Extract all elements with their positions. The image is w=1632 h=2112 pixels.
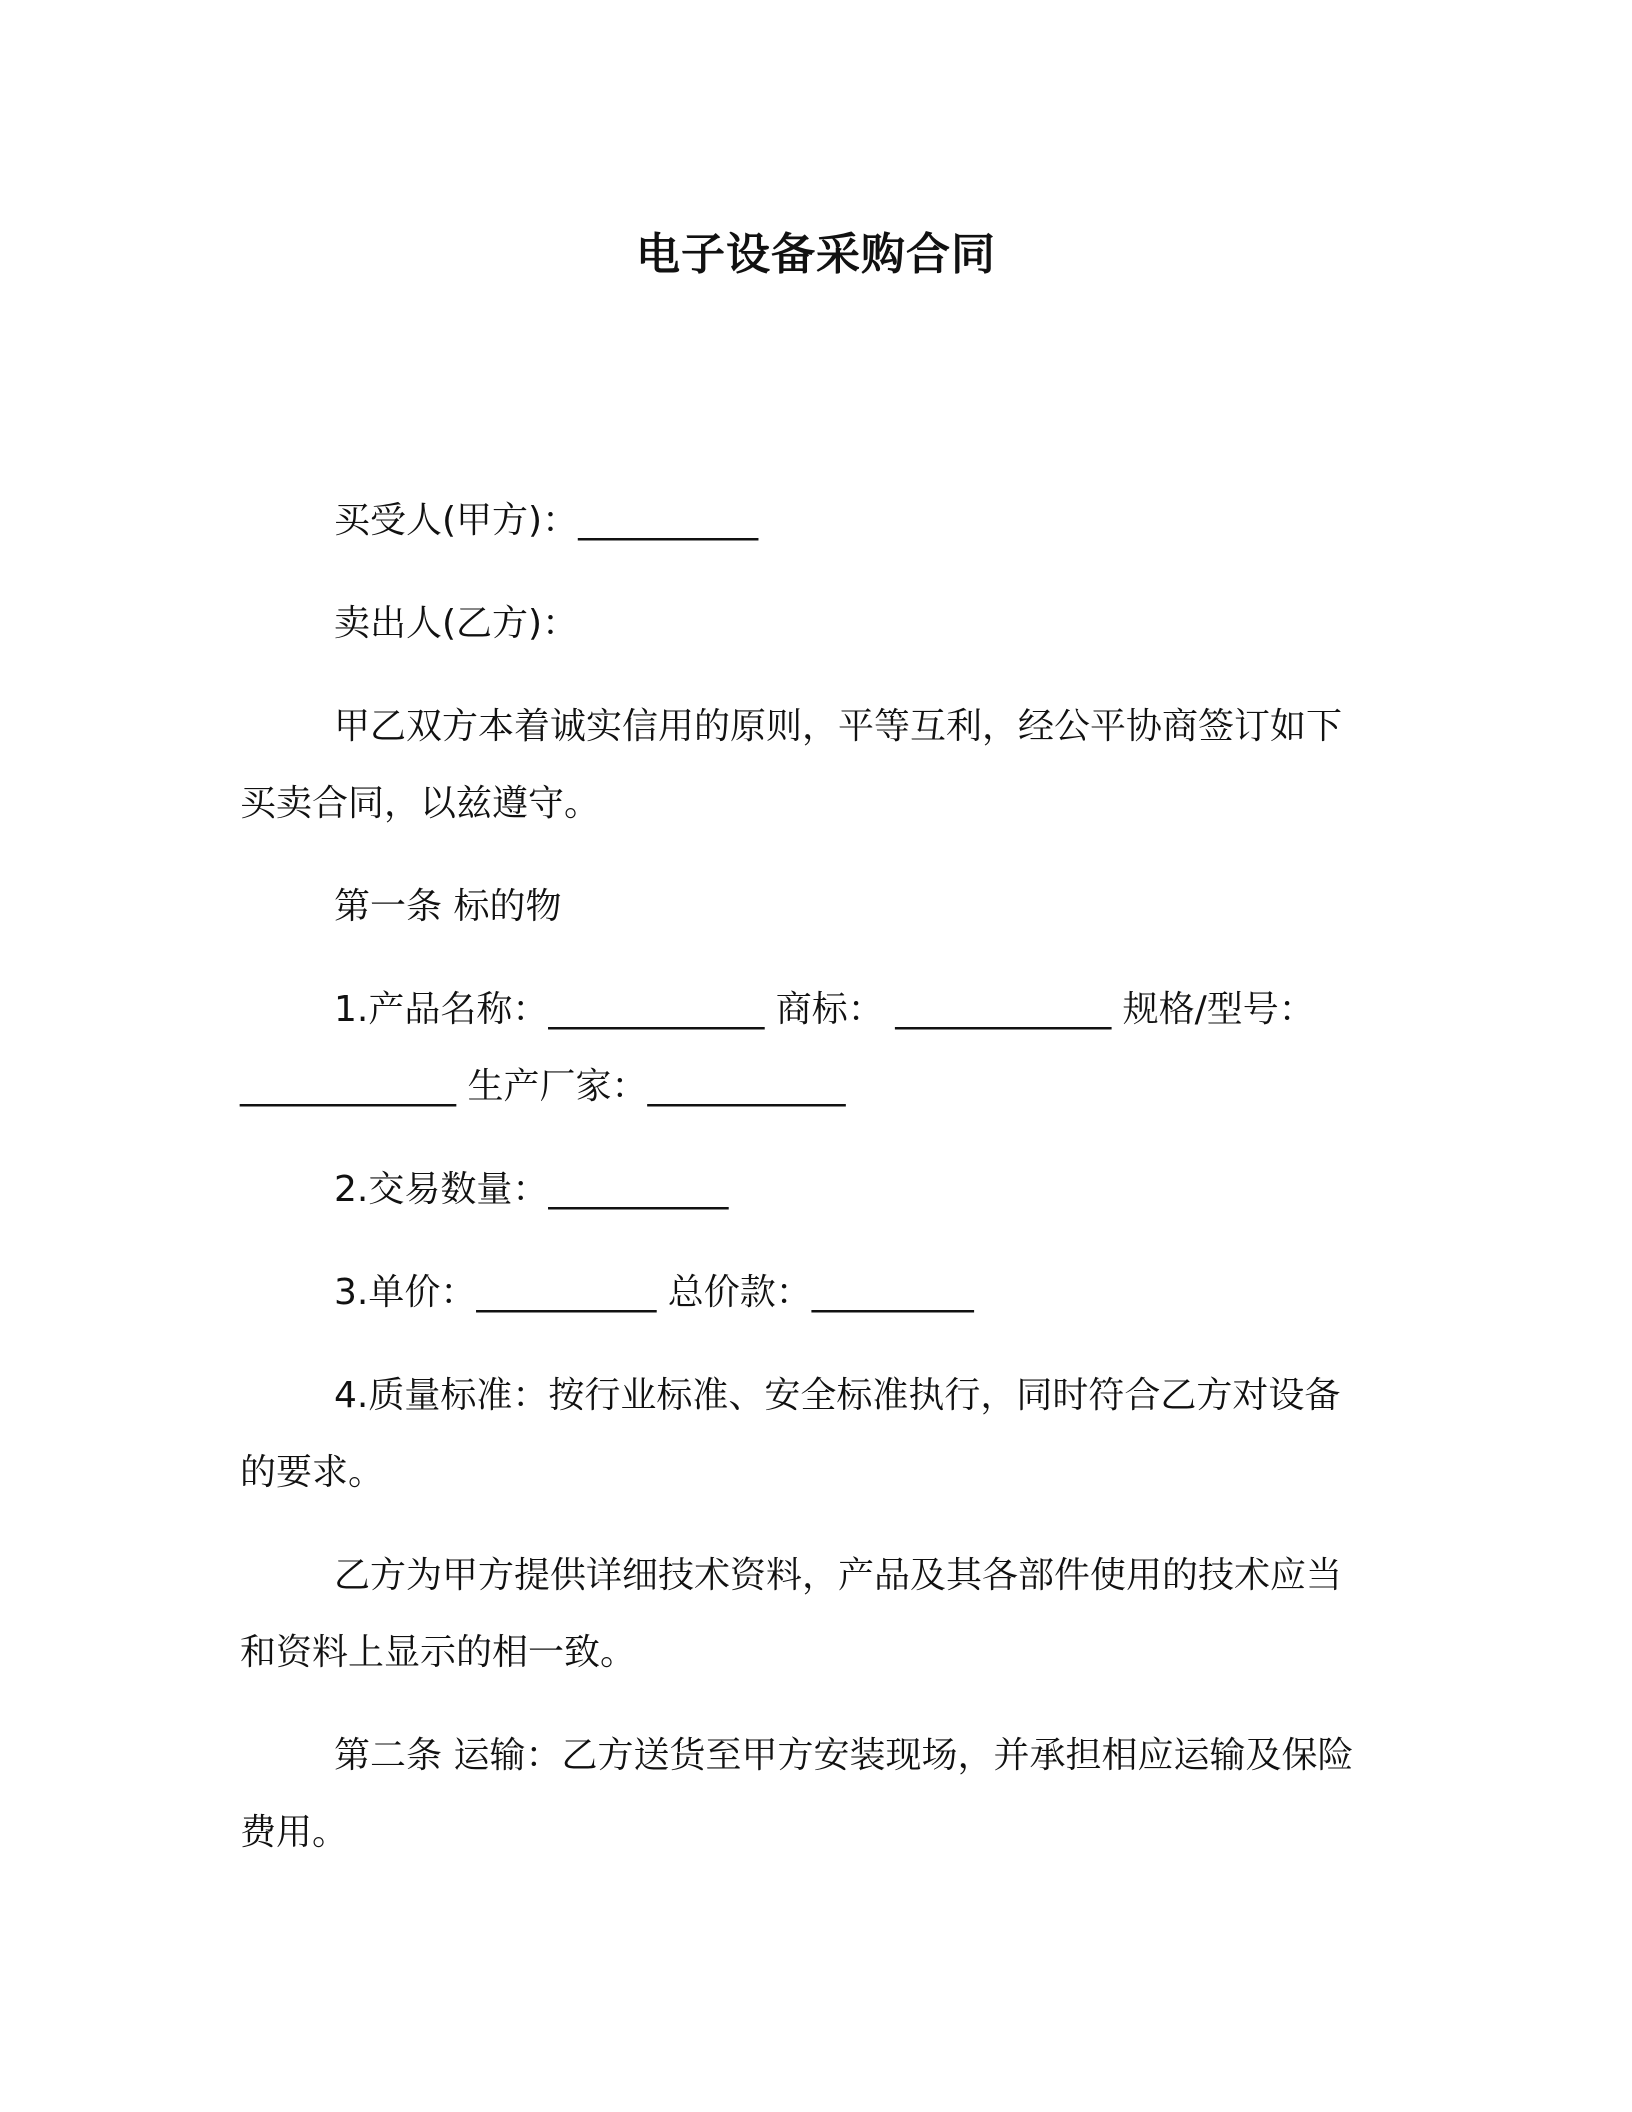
item-4-line-1: 4.质量标准：按行业标准、安全标准执行，同时符合乙方对设备: [334, 1375, 1341, 1416]
article-2-line-1: 第二条 运输：乙方送货至甲方安装现场，并承担相应运输及保险: [334, 1735, 1354, 1776]
intro-line-1: 甲乙双方本着诚实信用的原则，平等互利，经公平协商签订如下: [334, 706, 1343, 747]
item-4-line-2: 的要求。: [240, 1452, 385, 1493]
buyer-line: [240, 482, 1392, 560]
buyer-blank: __________: [578, 500, 759, 541]
tech-info-line-2: 和资料上显示的相一致。: [240, 1632, 637, 1673]
intro-line-2: 买卖合同，以兹遵守。: [240, 783, 601, 824]
item-2-quantity: 2.交易数量：__________: [334, 1169, 729, 1210]
document-title: 电子设备采购合同: [636, 229, 996, 280]
seller-line: 卖出人(乙方)：: [334, 603, 579, 644]
article-2-line-2: 费用。: [240, 1812, 349, 1853]
article-1-heading: 第一条 标的物: [334, 886, 562, 927]
buyer-label: 买受人(甲方)：: [334, 500, 579, 541]
item-1-line-2: ____________ 生产厂家：___________: [240, 1066, 846, 1107]
item-3-price: 3.单价：__________ 总价款：_________: [334, 1272, 974, 1313]
item-1-line-1: 1.产品名称：____________ 商标： ____________ 规格/型号：: [334, 989, 1315, 1030]
tech-info-line-1: 乙方为甲方提供详细技术资料，产品及其各部件使用的技术应当: [334, 1555, 1343, 1596]
